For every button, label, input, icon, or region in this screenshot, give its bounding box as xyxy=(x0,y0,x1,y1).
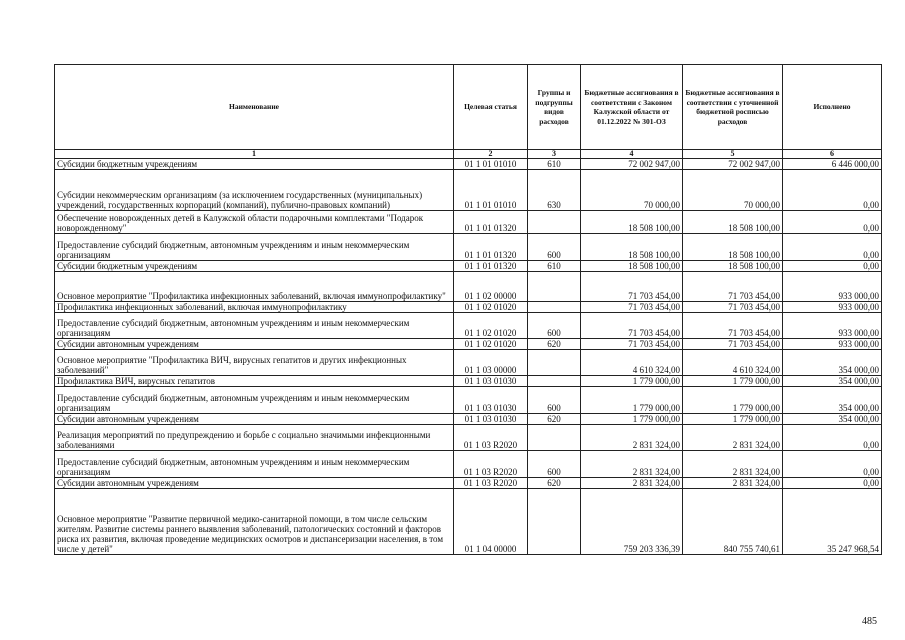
row-law-amount: 70 000,00 xyxy=(581,170,683,211)
column-number: 2 xyxy=(454,150,528,159)
row-name: Субсидии автономным учреждениям xyxy=(55,478,454,489)
row-law-amount: 71 703 454,00 xyxy=(581,272,683,302)
row-target-code: 01 1 03 01030 xyxy=(454,414,528,425)
row-name: Предоставление субсидий бюджетным, автономным учреждениям и иным некоммерческим организациям xyxy=(55,313,454,339)
row-group-code: 620 xyxy=(528,414,581,425)
row-name: Субсидии бюджетным учреждениям xyxy=(55,261,454,272)
header-groups: Группы и подгруппы видов расходов xyxy=(528,65,581,150)
table-row xyxy=(55,478,882,489)
row-name: Обеспечение новорожденных детей в Калужской области подарочными комплектами "Подарок новорожденному" xyxy=(55,211,454,234)
row-name: Реализация мероприятий по предупреждению и борьбе с социально значимыми инфекционными заболеваниями xyxy=(55,425,454,451)
row-executed-amount: 933 000,00 xyxy=(783,302,882,313)
row-law-amount: 18 508 100,00 xyxy=(581,234,683,261)
row-refined-amount: 18 508 100,00 xyxy=(683,261,783,272)
row-name: Профилактика инфекционных заболеваний, включая иммунопрофилактику xyxy=(55,302,454,313)
row-name: Предоставление субсидий бюджетным, автономным учреждениям и иным некоммерческим организациям xyxy=(55,451,454,478)
row-executed-amount: 35 247 968,54 xyxy=(783,489,882,555)
row-refined-amount: 2 831 324,00 xyxy=(683,425,783,451)
row-law-amount: 71 703 454,00 xyxy=(581,302,683,313)
table-body xyxy=(55,159,882,555)
table-row xyxy=(55,261,882,272)
row-name: Основное мероприятие "Профилактика инфекционных заболеваний, включая иммунопрофилактику" xyxy=(55,272,454,302)
row-refined-amount: 1 779 000,00 xyxy=(683,387,783,414)
page-number: 485 xyxy=(862,616,877,627)
row-target-code: 01 1 03 00000 xyxy=(454,350,528,376)
row-group-code: 600 xyxy=(528,451,581,478)
header-target: Целевая статья xyxy=(454,65,528,150)
row-law-amount: 1 779 000,00 xyxy=(581,387,683,414)
row-group-code xyxy=(528,272,581,302)
row-target-code: 01 1 01 01010 xyxy=(454,170,528,211)
column-number-row xyxy=(55,150,882,159)
table-row xyxy=(55,339,882,350)
row-law-amount: 1 779 000,00 xyxy=(581,414,683,425)
row-target-code: 01 1 02 00000 xyxy=(454,272,528,302)
row-refined-amount: 840 755 740,61 xyxy=(683,489,783,555)
row-refined-amount: 2 831 324,00 xyxy=(683,478,783,489)
budget-table xyxy=(54,64,882,555)
row-executed-amount: 354 000,00 xyxy=(783,414,882,425)
table-row xyxy=(55,170,882,211)
row-target-code: 01 1 03 01030 xyxy=(454,376,528,387)
row-law-amount: 18 508 100,00 xyxy=(581,261,683,272)
row-law-amount: 4 610 324,00 xyxy=(581,350,683,376)
header-executed: Исполнено xyxy=(783,65,882,150)
row-executed-amount: 933 000,00 xyxy=(783,339,882,350)
row-name: Предоставление субсидий бюджетным, автономным учреждениям и иным некоммерческим организациям xyxy=(55,387,454,414)
column-number: 4 xyxy=(581,150,683,159)
row-target-code: 01 1 03 01030 xyxy=(454,387,528,414)
column-number: 1 xyxy=(55,150,454,159)
row-refined-amount: 71 703 454,00 xyxy=(683,302,783,313)
table-row xyxy=(55,211,882,234)
row-executed-amount: 0,00 xyxy=(783,211,882,234)
row-executed-amount: 0,00 xyxy=(783,261,882,272)
header-row xyxy=(55,65,882,150)
row-group-code xyxy=(528,376,581,387)
row-target-code: 01 1 04 00000 xyxy=(454,489,528,555)
row-refined-amount: 71 703 454,00 xyxy=(683,339,783,350)
row-executed-amount: 933 000,00 xyxy=(783,313,882,339)
row-group-code: 600 xyxy=(528,387,581,414)
row-group-code: 600 xyxy=(528,234,581,261)
row-group-code xyxy=(528,489,581,555)
table-row xyxy=(55,425,882,451)
table-row xyxy=(55,302,882,313)
row-group-code: 620 xyxy=(528,339,581,350)
row-law-amount: 71 703 454,00 xyxy=(581,313,683,339)
row-group-code: 630 xyxy=(528,170,581,211)
row-target-code: 01 1 02 01020 xyxy=(454,313,528,339)
row-target-code: 01 1 03 R2020 xyxy=(454,478,528,489)
row-group-code xyxy=(528,302,581,313)
row-refined-amount: 1 779 000,00 xyxy=(683,376,783,387)
row-refined-amount: 72 002 947,00 xyxy=(683,159,783,170)
row-law-amount: 72 002 947,00 xyxy=(581,159,683,170)
row-refined-amount: 18 508 100,00 xyxy=(683,211,783,234)
table-row xyxy=(55,234,882,261)
row-law-amount: 2 831 324,00 xyxy=(581,451,683,478)
row-group-code xyxy=(528,211,581,234)
row-target-code: 01 1 03 R2020 xyxy=(454,451,528,478)
row-target-code: 01 1 02 01020 xyxy=(454,339,528,350)
row-target-code: 01 1 03 R2020 xyxy=(454,425,528,451)
row-law-amount: 2 831 324,00 xyxy=(581,425,683,451)
header-name: Наименование xyxy=(55,65,454,150)
row-refined-amount: 70 000,00 xyxy=(683,170,783,211)
row-name: Основное мероприятие "Развитие первичной медико-санитарной помощи, в том числе сельским жителям. Развитие системы раннего выявления заболеваний, патологических состояний и факторов риска их развития, включая проведение медицинских осмотров и диспансеризации населения, в том числе у детей" xyxy=(55,489,454,555)
table-row xyxy=(55,489,882,555)
table-row xyxy=(55,414,882,425)
row-target-code: 01 1 01 01320 xyxy=(454,211,528,234)
table-row xyxy=(55,387,882,414)
table-row xyxy=(55,350,882,376)
row-law-amount: 18 508 100,00 xyxy=(581,211,683,234)
table-row xyxy=(55,376,882,387)
row-target-code: 01 1 01 01010 xyxy=(454,159,528,170)
row-refined-amount: 4 610 324,00 xyxy=(683,350,783,376)
header-refined: Бюджетные ассигнования в соответствии с уточненной бюджетной росписью расходов xyxy=(683,65,783,150)
row-executed-amount: 0,00 xyxy=(783,478,882,489)
row-group-code: 610 xyxy=(528,159,581,170)
row-law-amount: 71 703 454,00 xyxy=(581,339,683,350)
row-name: Основное мероприятие "Профилактика ВИЧ, вирусных гепатитов и других инфекционных заболеваний" xyxy=(55,350,454,376)
row-name: Субсидии автономным учреждениям xyxy=(55,414,454,425)
row-refined-amount: 71 703 454,00 xyxy=(683,313,783,339)
row-refined-amount: 18 508 100,00 xyxy=(683,234,783,261)
row-executed-amount: 354 000,00 xyxy=(783,387,882,414)
row-executed-amount: 6 446 000,00 xyxy=(783,159,882,170)
row-group-code xyxy=(528,425,581,451)
table-row xyxy=(55,159,882,170)
table-row xyxy=(55,451,882,478)
row-executed-amount: 933 000,00 xyxy=(783,272,882,302)
column-number: 3 xyxy=(528,150,581,159)
table-row xyxy=(55,313,882,339)
table-row xyxy=(55,272,882,302)
row-name: Предоставление субсидий бюджетным, автономным учреждениям и иным некоммерческим организациям xyxy=(55,234,454,261)
column-number: 6 xyxy=(783,150,882,159)
header-law: Бюджетные ассигнования в соответствии с Законом Калужской области от 01.12.2022 № 301-ОЗ xyxy=(581,65,683,150)
row-law-amount: 759 203 336,39 xyxy=(581,489,683,555)
row-refined-amount: 1 779 000,00 xyxy=(683,414,783,425)
row-refined-amount: 2 831 324,00 xyxy=(683,451,783,478)
row-group-code: 610 xyxy=(528,261,581,272)
row-executed-amount: 354 000,00 xyxy=(783,350,882,376)
row-executed-amount: 0,00 xyxy=(783,451,882,478)
row-group-code: 620 xyxy=(528,478,581,489)
row-name: Субсидии некоммерческим организациям (за исключением государственных (муниципальных) учреждений, государственных корпораций (компаний), публично-правовых компаний) xyxy=(55,170,454,211)
row-name: Субсидии бюджетным учреждениям xyxy=(55,159,454,170)
row-target-code: 01 1 01 01320 xyxy=(454,234,528,261)
row-law-amount: 2 831 324,00 xyxy=(581,478,683,489)
column-number: 5 xyxy=(683,150,783,159)
row-executed-amount: 0,00 xyxy=(783,170,882,211)
row-group-code xyxy=(528,350,581,376)
row-executed-amount: 0,00 xyxy=(783,425,882,451)
row-target-code: 01 1 01 01320 xyxy=(454,261,528,272)
row-refined-amount: 71 703 454,00 xyxy=(683,272,783,302)
row-law-amount: 1 779 000,00 xyxy=(581,376,683,387)
row-target-code: 01 1 02 01020 xyxy=(454,302,528,313)
row-group-code: 600 xyxy=(528,313,581,339)
row-name: Субсидии автономным учреждениям xyxy=(55,339,454,350)
row-name: Профилактика ВИЧ, вирусных гепатитов xyxy=(55,376,454,387)
row-executed-amount: 354 000,00 xyxy=(783,376,882,387)
row-executed-amount: 0,00 xyxy=(783,234,882,261)
